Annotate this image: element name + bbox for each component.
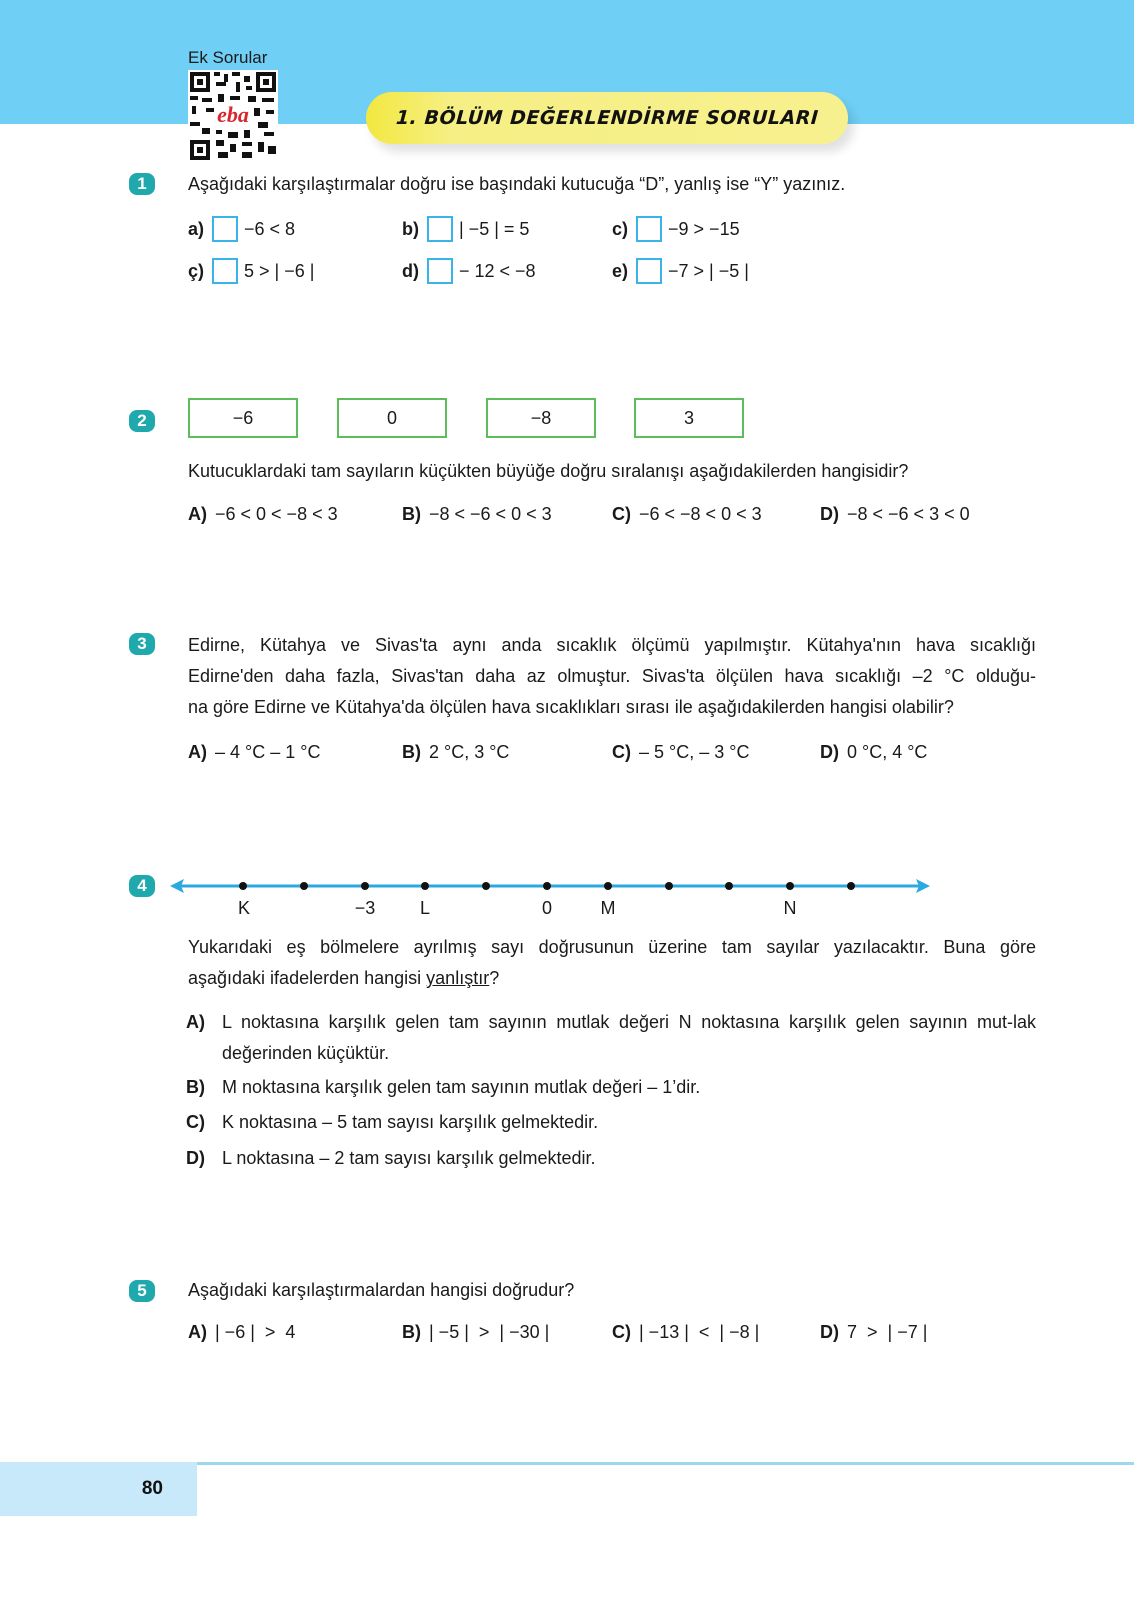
q1-item-b: b) | −5 | = 5 <box>402 216 529 242</box>
point-label-k: K <box>237 898 251 918</box>
q3-option-c[interactable]: C) – 5 °C, – 3 °C <box>612 742 750 762</box>
number-box: −6 <box>188 398 298 438</box>
q5-option-c[interactable]: C) | −13 | < | −8 | <box>612 1322 760 1342</box>
page-number-box <box>0 1462 197 1516</box>
question-number-badge: 5 <box>129 1280 155 1302</box>
question-5-prompt: Aşağıdaki karşılaştırmalardan hangisi doğrudur? <box>188 1280 575 1300</box>
q1-item-e: e) −7 > | −5 | <box>612 258 749 284</box>
q1-item-a: a) −6 < 8 <box>188 216 295 242</box>
tick-label-zero: 0 <box>541 898 553 918</box>
question-number-badge: 1 <box>129 173 155 195</box>
q4-option-b[interactable]: B) M noktasına karşılık gelen tam sayının mutlak değeri – 1’dir. <box>186 1077 701 1097</box>
q5-option-a[interactable]: A) | −6 | > 4 <box>188 1322 296 1342</box>
q1-item-c-cedilla: ç) 5 > | −6 | <box>188 258 314 284</box>
q5-option-b[interactable]: B) | −5 | > | −30 | <box>402 1322 550 1342</box>
question-2-prompt: Kutucuklardaki tam sayıların küçükten büyüğe doğru sıralanışı aşağıdakilerden hangisidir? <box>188 461 909 481</box>
footer-divider <box>197 1462 1134 1465</box>
question-4-prompt: Yukarıdaki eş bölmelere ayrılmış sayı doğrusunun üzerine tam sayılar yazılacaktır. Buna göre aşağıdaki ifadelerden hangisi yanlıştır? <box>188 937 1036 988</box>
answer-box[interactable] <box>636 216 662 242</box>
ek-sorular-label: Ek Sorular <box>188 48 268 67</box>
point-label-m: M <box>600 898 616 918</box>
question-1-prompt: Aşağıdaki karşılaştırmalar doğru ise başındaki kutucuğa “D”, yanlış ise “Y” yazınız. <box>188 174 846 194</box>
q5-option-d[interactable]: D) 7 > | −7 | <box>820 1322 928 1342</box>
point-label-l: L <box>419 898 431 918</box>
q3-option-d[interactable]: D) 0 °C, 4 °C <box>820 742 928 762</box>
tick-label-minus-3: −3 <box>354 898 376 918</box>
point-label-n: N <box>783 898 797 918</box>
answer-box[interactable] <box>212 216 238 242</box>
page-number: 80 <box>141 1478 163 1499</box>
answer-box[interactable] <box>636 258 662 284</box>
q3-option-b[interactable]: B) 2 °C, 3 °C <box>402 742 510 762</box>
q1-item-c: c) −9 > −15 <box>612 216 740 242</box>
number-box: −8 <box>486 398 596 438</box>
section-title-banner <box>366 92 848 144</box>
q1-item-d: d) − 12 < −8 <box>402 258 536 284</box>
q4-option-c[interactable]: C) K noktasına – 5 tam sayısı karşılık gelmektedir. <box>186 1112 599 1132</box>
number-box: 3 <box>634 398 744 438</box>
section-title: 1. BÖLÜM DEĞERLENDİRME SORULARI <box>394 107 820 129</box>
q2-option-c[interactable]: C) −6 < −8 < 0 < 3 <box>612 504 762 524</box>
answer-box[interactable] <box>212 258 238 284</box>
number-box: 0 <box>337 398 447 438</box>
question-number-badge: 4 <box>129 875 155 897</box>
answer-box[interactable] <box>427 258 453 284</box>
q2-option-b[interactable]: B) −8 < −6 < 0 < 3 <box>402 504 552 524</box>
qr-code-icon[interactable] <box>188 70 278 162</box>
q3-option-a[interactable]: A) – 4 °C – 1 °C <box>188 742 321 762</box>
number-line <box>170 872 930 900</box>
question-number-badge: 3 <box>129 633 155 655</box>
svg-text:eba: eba <box>217 102 249 127</box>
question-3-prompt: Edirne, Kütahya ve Sivas'ta aynı anda sıcaklık ölçümü yapılmıştır. Kütahya'nın hava sıcaklığı Edirne'den daha fazla, Sivas'tan daha az olmuştur. Sivas'ta ölçülen hava sıcaklığı –2 °C olduğu- na göre Edirne ve Kütahya'da ölçülen hava sıcaklıkları sırası ile aşağıdakilerden hangisi olabilir? <box>188 635 1036 717</box>
q2-option-a[interactable]: A) −6 < 0 < −8 < 3 <box>188 504 338 524</box>
q4-option-d[interactable]: D) L noktasına – 2 tam sayısı karşılık gelmektedir. <box>186 1148 596 1168</box>
question-number-badge: 2 <box>129 410 155 432</box>
answer-box[interactable] <box>427 216 453 242</box>
emphasis-underlined: yanlıştır <box>426 968 490 988</box>
q4-option-a[interactable]: A) L noktasına karşılık gelen tam sayının mutlak değeri N noktasına karşılık gelen sayının mut-lak değerinden küçüktür. <box>186 1012 1036 1063</box>
q2-option-d[interactable]: D) −8 < −6 < 3 < 0 <box>820 504 970 524</box>
